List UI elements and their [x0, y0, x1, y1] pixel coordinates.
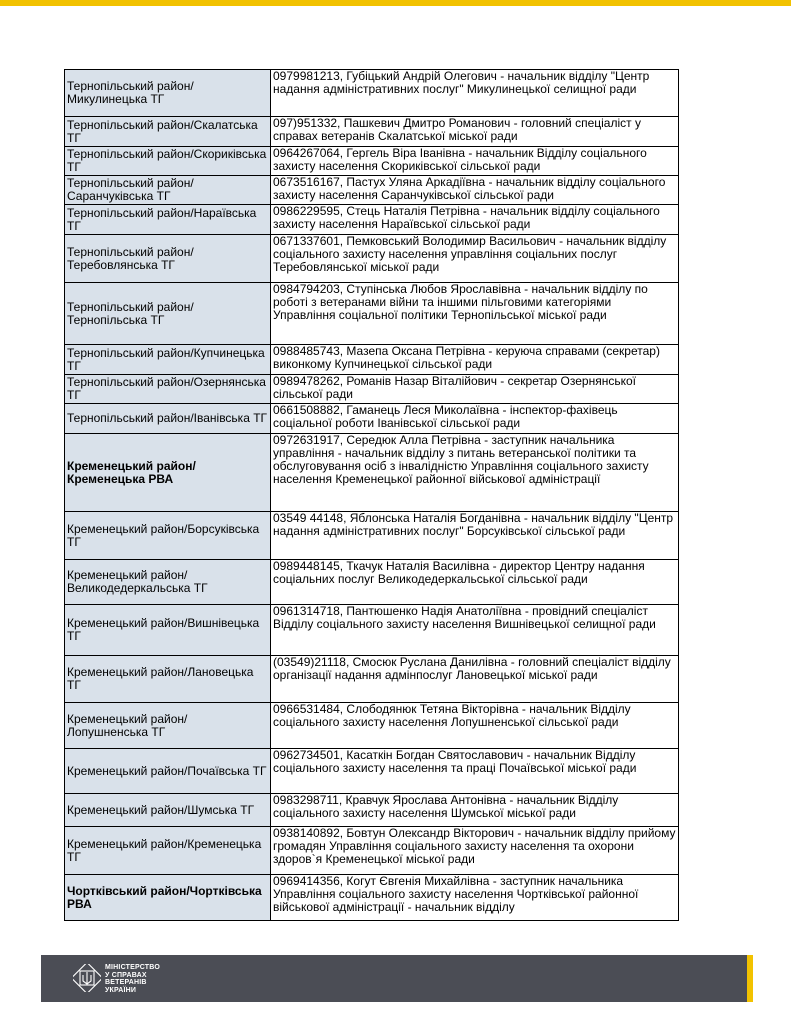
ministry-line: МІНІСТЕРСТВО — [105, 964, 160, 971]
contact-cell: 0966531484, Слободянюк Тетяна Вікторівна - начальник Відділу соціального захисту населення Лопушненської сільської ради — [271, 703, 679, 749]
table-row — [65, 176, 679, 205]
contact-cell: 0972631917, Середюк Алла Петрівна - заступник начальника управління - начальник відділу з питань ветеранської політики та обслуговування осіб з інвалідністю Управління соціального захисту населення Кременецької районної військової адміністрації — [271, 434, 679, 512]
table-row — [65, 605, 679, 656]
contact-cell: 0989478262, Романів Назар Віталійович - секретар Озернянської сільської ради — [271, 375, 679, 404]
district-cell: Кременецький район/Лопушненська ТГ — [65, 703, 271, 749]
table-row — [65, 560, 679, 605]
contact-cell: 097)951332, Пашкевич Дмитро Романович - головний спеціаліст у справах ветеранів Скалатської міської ради — [271, 117, 679, 147]
contact-cell: 0983298711, Кравчук Ярослава Антонівна - начальник Відділу соціального захисту населення Шумської міської ради — [271, 794, 679, 827]
ministry-line: УКРАЇНИ — [105, 986, 137, 994]
district-cell: Чортківський район/Чортківська РВА — [65, 875, 271, 921]
table-row — [65, 70, 679, 117]
table-row — [65, 283, 679, 345]
contact-cell: 0673516167, Пастух Уляна Аркадіївна - начальник відділу соціального захисту населення Саранчуківської сільської ради — [271, 176, 679, 205]
table-row — [65, 404, 679, 434]
table-row — [65, 434, 679, 512]
table-row — [65, 827, 679, 875]
ministry-line: У СПРАВАХ — [105, 971, 147, 979]
contact-cell: 0671337601, Пемковський Володимир Васильович - начальник відділу соціального захисту населення управління соціальних послуг Теребовлянської міської ради — [271, 235, 679, 283]
table-row — [65, 656, 679, 703]
contact-cell: 0962734501, Касаткін Богдан Святославович - начальник Відділу соціального захисту населення та праці Почаївської міської ради — [271, 749, 679, 794]
contact-cell: 0964267064, Гергель Віра Іванівна - начальник Відділу соціального захисту населення Скориківської сільської ради — [271, 147, 679, 176]
district-cell: Кременецький район/Вишнівецька ТГ — [65, 605, 271, 656]
contact-cell: 0989448145, Ткачук Наталія Василівна - директор Центру надання соціальних послуг Великодедеркальської сільської ради — [271, 560, 679, 605]
district-cell: Кременецький район/Кременецька ТГ — [65, 827, 271, 875]
district-cell: Тернопільський район/Микулинецька ТГ — [65, 70, 271, 117]
page-footer — [41, 955, 753, 1002]
district-cell: Тернопільський район/Купчинецька ТГ — [65, 345, 271, 375]
district-cell: Тернопільський район/Скалатська ТГ — [65, 117, 271, 147]
contact-cell: 0969414356, Когут Євгенія Михайлівна - заступник начальника Управління соціального захисту населення Чортківської районної військової адміністрації - начальник відділу — [271, 875, 679, 921]
contacts-table-body — [65, 70, 679, 921]
table-row — [65, 117, 679, 147]
district-cell: Кременецький район/Лановецька ТГ — [65, 656, 271, 703]
contact-cell: (03549)21118, Смосюк Руслана Данилівна - головний спеціаліст відділу організації надання адмінпослуг Лановецької міської ради — [271, 656, 679, 703]
table-row — [65, 703, 679, 749]
district-cell: Тернопільський район/Тернопільська ТГ — [65, 283, 271, 345]
district-cell: Кременецький район/Борсуківська ТГ — [65, 512, 271, 560]
contact-cell: 0986229595, Стець Наталія Петрівна - начальник відділу соціального захисту населення Нараївської сільської ради — [271, 205, 679, 235]
district-cell: Тернопільський район/Нараївська ТГ — [65, 205, 271, 235]
table-row — [65, 235, 679, 283]
contact-cell: 0984794203, Ступінська Любов Ярославівна - начальник відділу по роботі з ветеранами війни та іншими пільговими категоріями Управління соціальної політики Тернопільської міської ради — [271, 283, 679, 345]
table-row — [65, 794, 679, 827]
table-row — [65, 749, 679, 794]
contact-cell: 0938140892, Бовтун Олександр Вікторович - начальник відділу прийому громадян Управління соціального захисту населення та охорони здоров`я Кременецької міської ради — [271, 827, 679, 875]
district-cell: Кременецький район/Великодедеркальська ТГ — [65, 560, 271, 605]
contact-cell: 0961314718, Пантюшенко Надія Анатоліївна - провідний спеціаліст Відділу соціального захисту населення Вишнівецької селищної ради — [271, 605, 679, 656]
ministry-line: ВЕТЕРАНІВ — [105, 979, 147, 986]
table-row — [65, 375, 679, 404]
district-cell: Тернопільський район/Теребовлянська ТГ — [65, 235, 271, 283]
table-row — [65, 512, 679, 560]
district-cell: Кременецький район/Кременецька РВА — [65, 434, 271, 512]
ministry-name — [105, 964, 160, 994]
district-cell: Тернопільський район/Саранчуківська ТГ — [65, 176, 271, 205]
ministry-emblem-icon — [73, 964, 101, 992]
table-row — [65, 147, 679, 176]
top-accent-bar — [0, 0, 791, 6]
district-cell: Кременецький район/Почаївська ТГ — [65, 749, 271, 794]
district-cell: Тернопільський район/Іванівська ТГ — [65, 404, 271, 434]
contacts-table — [64, 69, 679, 921]
table-row — [65, 205, 679, 235]
district-cell: Тернопільський район/Скориківська ТГ — [65, 147, 271, 176]
district-cell: Тернопільський район/Озернянська ТГ — [65, 375, 271, 404]
table-row — [65, 345, 679, 375]
contact-cell: 0988485743, Мазепа Оксана Петрівна - керуюча справами (секретар) виконкому Купчинецької сільської ради — [271, 345, 679, 375]
district-cell: Кременецький район/Шумська ТГ — [65, 794, 271, 827]
table-row — [65, 875, 679, 921]
contact-cell: 0661508882, Гаманець Леся Миколаївна - інспектор-фахівець соціальної роботи Іванівської сільської ради — [271, 404, 679, 434]
contact-cell: 03549 44148, Яблонська Наталія Богданівна - начальник відділу "Центр надання адміністративних послуг" Борсуківської сільської ради — [271, 512, 679, 560]
footer-accent-bar — [747, 955, 753, 1002]
contact-cell: 0979981213, Губіцький Андрій Олегович - начальник відділу "Центр надання адміністративних послуг" Микулинецької селищної ради — [271, 70, 679, 117]
